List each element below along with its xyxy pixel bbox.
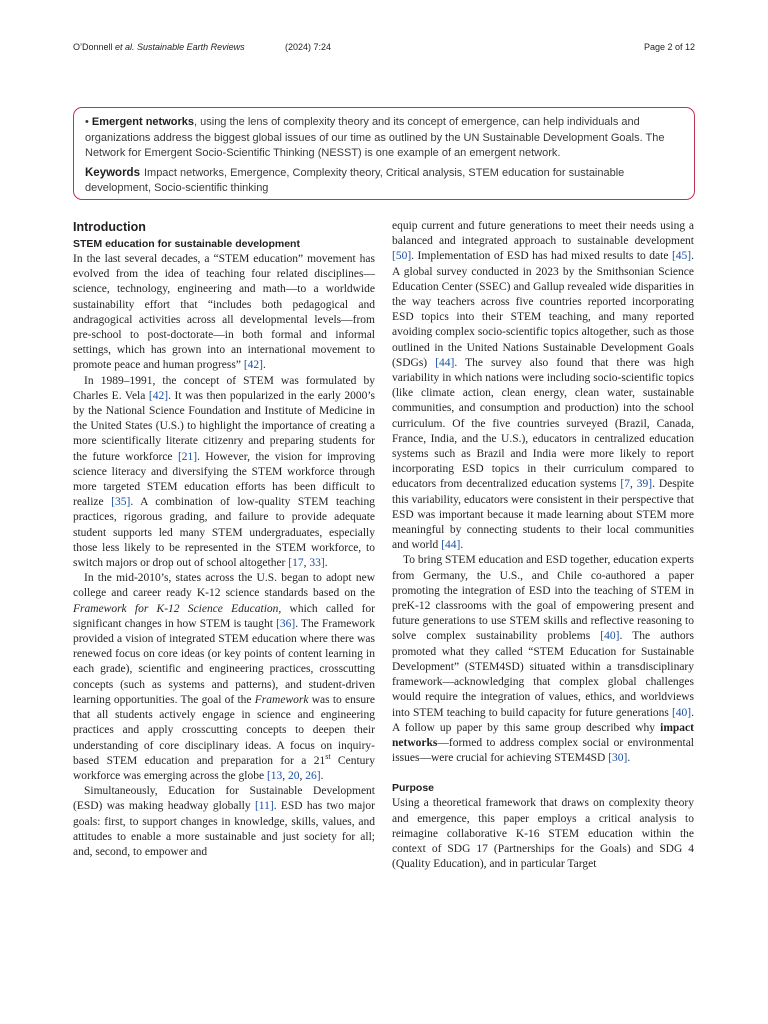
running-header [73, 42, 695, 56]
bullet-bold: Emergent networks [91, 116, 195, 128]
text-run: Using a theoretical framework that draws on complexity theory and emergence, this paper employs a critical analysis to reimagine collaborative K-16 STEM education within the context of SDG 17 (Partnerships for the Goals) and SDG 4 (Quality Education), and in particular Target [392, 797, 694, 871]
keywords-label: Keywords [85, 166, 140, 179]
citation-link[interactable]: [17 [288, 557, 304, 570]
text-run: , [303, 557, 310, 570]
text-run: . [460, 539, 464, 552]
citation-link[interactable]: [11] [254, 800, 274, 813]
text-run: . However, the vision for improving science literacy and diversifying the STEM workforce through more targeted STEM education efforts has been difficult to realize [73, 450, 375, 509]
abstract-box [73, 107, 695, 200]
text-run: . It was then popularized in the early 2000’s by the National Science Foundation and Institute of Medicine in the United States (U.S.) to highlight the importance of creating a more scientifically literate citizenry and preparing students for the future workforce [73, 389, 375, 463]
keywords-text: Impact networks, Emergence, Complexity theory, Critical analysis, STEM education for sustainable development, Socio-scientific thinking [85, 166, 625, 194]
text-run: . The authors promoted what they called “STEM Education for Sustainable Development” (STEM4SD) situated within a transdisciplinary framework—acknowledging that complex global challenges would require the integration of values, ethics, and worldviews into STEM teaching to build capacity for future generations [392, 630, 694, 719]
text-run: . Despite this variability, educators were consistent in their perspective that ESD was important because it made learning about STEM more meaningful by connecting students to their local communities and world [392, 478, 694, 552]
right-column [392, 219, 694, 872]
text-run: equip current and future generations to meet their needs using a balanced and integrated approach to sustainable development [392, 220, 694, 248]
header-page-number: Page 2 of 12 [643, 42, 695, 52]
purpose-heading: Purpose [392, 782, 435, 795]
superscript: st [325, 751, 331, 761]
citation-link[interactable]: [40] [600, 630, 620, 643]
text-run: . A global survey conducted in 2023 by the Smithsonian Science Education Center (SSEC) and Gallup revealed wide disparities in the way teachers across five countries reported incorporating ESD topics into their STEM teaching, and many reported avoiding complex socio-scientific topics altogether, such as those outlined in the United Nations Sustainable Development Goals (SDGs) [392, 250, 694, 369]
header-journal: et al. Sustainable Earth Reviews [115, 42, 245, 52]
paragraph [73, 374, 375, 572]
citation-link[interactable]: [44] [435, 356, 455, 369]
citation-link[interactable]: [36] [276, 617, 296, 630]
text-run: . [320, 769, 324, 782]
citation-link[interactable]: 26] [305, 769, 321, 782]
text-run: . A combination of low-quality STEM teaching practices, rigorous grading, and failure to provide adequate student supports led many STEM undergraduates, especially those less likely to be represented in the STEM workforce, to switch majors or drop out of school altogether [73, 496, 376, 570]
keywords [85, 166, 683, 197]
text-run: Simultaneously, Education for Sustainable Development (ESD) was making headway globally [73, 785, 375, 813]
framework-title: Framework for K-12 Science Education, [73, 602, 282, 615]
text-run: To bring STEM education and ESD together, education experts from Germany, the U.S., and Chile co-authored a paper promoting the integration of ESD into the teaching of STEM in preK-12 classrooms with the goal of empowering present and future generations to use STEM skills and reflective reasoning to solve complex sustainability problems [392, 554, 694, 643]
citation-link[interactable]: [21] [177, 450, 198, 463]
introduction-heading: Introduction [73, 220, 146, 234]
text-run: . A follow up paper by this same group described why [392, 706, 694, 734]
text-run: , [629, 478, 637, 491]
text-run: . The survey also found that there was high variability in which nations were including socio-scientific topics (like climate action, clean energy, clean water, sustainable communities, and consumption and production) into the school curriculum. Of the five countries surveyed (Brazil, Canada, France, India, and the U.S.), educators in centralized education systems such as Brazil and India were more likely to report incorporating ESD topics in their curriculum compared to educators from decentralized education systems [392, 356, 694, 491]
paragraph [392, 219, 694, 553]
citation-link[interactable]: 33] [309, 557, 325, 570]
text-run: . [324, 557, 328, 570]
framework-italic: Framework [254, 693, 309, 706]
citation-link[interactable]: [44] [441, 539, 461, 552]
citation-link[interactable]: 20 [288, 769, 300, 782]
text-run: . Implementation of ESD has had mixed results to date [411, 250, 672, 263]
text-run: Century workforce was emerging across the globe [73, 754, 375, 782]
citation-link[interactable]: [13 [266, 769, 283, 782]
citation-link[interactable]: 39] [636, 478, 653, 491]
citation-link[interactable]: [42] [148, 389, 169, 402]
citation-link[interactable]: [42] [243, 359, 264, 372]
citation-link[interactable]: [7 [620, 478, 630, 491]
paragraph [392, 553, 694, 766]
citation-link[interactable]: [35] [111, 496, 131, 509]
citation-link[interactable]: [45] [671, 250, 692, 263]
citation-link[interactable]: [30] [608, 752, 628, 765]
text-run: —formed to address complex social or environmental issues—were crucial for achieving STEM4SD [392, 736, 694, 765]
header-citation [73, 42, 245, 52]
text-run: . [627, 752, 631, 765]
text-run: . The Framework provided a vision of integrated STEM education where there was renewed focus on core ideas (or key points of content learning in each grade), scientific and engineering practices, crosscutting concepts (such as systems and patterns), and student-driven learning opportunities. The goal of the [73, 617, 375, 706]
paragraph [392, 796, 694, 872]
citation-link[interactable]: [40] [671, 706, 692, 719]
bullet-icon: • [85, 116, 92, 128]
paragraph [73, 252, 375, 374]
bullet-text: , using the lens of complexity theory and its concept of emergence, can help individuals and organizations address the biggest global issues of our time as outlined by the UN Sustainable Development Goals. The Network for Emergent Socio-Scientific Thinking (NESST) is one example of an emergent network. [85, 116, 665, 159]
header-volume: (2024) 7:24 [285, 42, 332, 52]
impact-networks-bold: impact networks [392, 721, 694, 749]
text-run: . [263, 359, 266, 372]
text-run: , [282, 769, 289, 782]
text-run: . ESD has two major goals: first, to support changes in knowledge, skills, values, and attitudes to enable a more sustainable and just society for all; and, second, to empower and [73, 800, 375, 858]
text-run: which called for significant changes in how STEM is taught [73, 602, 376, 630]
text-run: In 1989–1991, the concept of STEM was formulated by Charles E. Vela [73, 374, 375, 402]
abstract-bullet [85, 115, 683, 162]
text-run: In the mid-2010’s, states across the U.S. began to adopt new college and career ready K-12 science standards based on the [73, 572, 375, 600]
subsection-heading: STEM education for sustainable development [73, 238, 300, 250]
paragraph [73, 571, 375, 784]
left-column [73, 219, 375, 860]
text-run: , [299, 769, 306, 782]
text-run: was to ensure that all students actively engage in science and engineering practices and apply crosscutting concepts to deepen their understanding of core disciplinary ideas. A focus on inquiry-based STEM education and preparation for a 21 [73, 693, 376, 767]
header-authors: O’Donnell [73, 42, 116, 52]
citation-link[interactable]: [50] [392, 250, 412, 263]
paragraph [73, 784, 375, 860]
text-run: In the last several decades, a “STEM education” movement has evolved from the idea of teaching four related disciplines—science, technology, engineering and math—to a worldwide sustainability effort that “includes both pedagogical and andragogical activities across all developmental levels—from pre-school to post-doctorate—in both formal and informal settings, which has grown into an international movement to promote peace and human progress” [73, 253, 375, 372]
